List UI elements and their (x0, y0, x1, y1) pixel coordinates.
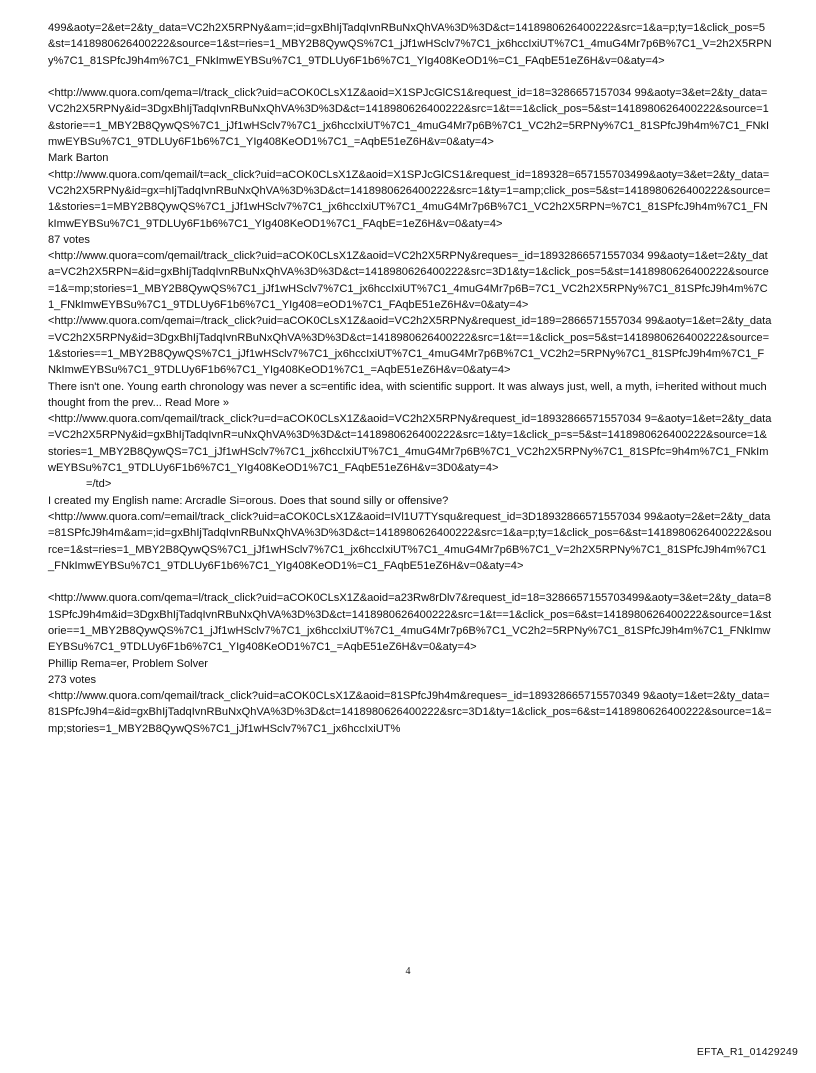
paragraph-link-8: <http://www.quora.com/qema=l/track_click?uid=aCOK0CLsX1Z&aoid=a23Rw8rDlv7&request_id=18=3286657155703499&aoty=3&et=2&ty_data=81SPfcJ9h4m&id=3DgxBhIjTadqIvnRBuNxQhVA%3D%3D&ct=1418980626400222&src=1&t==1&click_pos=6&st=1418980626400222&source=1&storie==1_MBY2B8QywQS%7C1_jJf1wHSclv7%7C1_jx6hccIxiUT%7C1_4muG4Mr7p6B%7C1_VC2h2=5RPNy%7C1_81SPfcJ9h4m%7C1_FNkImwEYBSu%7C1_9TDLUy6F1b6%7C1_YIg408KeOD1%7C1_=AqbE51eZ6H&v=0&aty=4> (48, 592, 772, 654)
blank-line (48, 69, 772, 85)
author-name: Mark Barton (48, 152, 109, 165)
answer-excerpt: There isn't one. Young earth chronology was never a sc=entific idea, with scientific support. It was always just, well, a myth, i=herited without much thought from the prev... Read More » (48, 380, 770, 409)
page-number: 4 (405, 966, 411, 977)
question-title: I created my English name: Arcradle Si=orous. Does that sound silly or offensive? (48, 494, 449, 507)
paragraph-link-1: 499&aoty=2&et=2&ty_data=VC2h2X5RPNy&am=;id=gxBhIjTadqIvnRBuNxQhVA%3D%3D&ct=1418980626400222&src=1&a=p;ty=1&click_pos=5&st=1418980626400222&source=1&st=ries=1_MBY2B8QywQS%7C1_jJf1wHSclv7%7C1_jx6hccIxiUT%7C1_4muG4Mr7p6B%7C1_V=2h2X5RPNy%7C1_81SPfcJ9h4m%7C1_FNkImwEYBSu%7C1_9TDLUy6F1b6%7C1_YIg408KeOD1%=C1_FAqbE51eZ6H&v=0&aty=4> (48, 22, 772, 67)
paragraph-link-3: <http://www.quora.com/qemail/t=ack_click?uid=aCOK0CLsX1Z&aoid=X1SPJcGlCS1&request_id=189328=657155703499&aoty=3&et=2&ty_data=VC2h2X5RPNy&id=gx=hIjTadqIvnRBuNxQhVA%3D%3D&ct=1418980626400222&src=1&ty=1=amp;click_pos=5&st=1418980626400222&source=1&stories=1=MBY2B8QywQS%7C1_jJf1wHSclv7%7C1_jx6hccIxiUT%7C1_4muG4Mr7p6B%7C1_VC2h2X5RPN=%7C1_81SPfcJ9h4m%7C1_FNkImwEYBSu%7C1_9TDLUy6F1b6%7C1_YIg408KeOD1%7C1_FAqbE=1eZ6H&v=0&aty=4> (48, 168, 771, 230)
author-name: Phillip Rema=er, Problem Solver (48, 657, 209, 670)
document-body (48, 20, 772, 737)
paragraph-link-6: <http://www.quora.com/qemail/track_click?u=d=aCOK0CLsX1Z&aoid=VC2h2X5RPNy&request_id=18932866571557034 9=&aoty=1&et=2&ty_data=VC2h2X5RPNy&id=gxBhIjTadqIvnR=uNxQhVA%3D%3D&ct=1418980626400222&src=1&ty=1&click_p=s=5&st=1418980626400222&source=1&stories=1_MBY2B8QywQS=7C1_jJf1wHSclv7%7C1_jx6hccIxiUT%7C1_4muG4Mr7p6B%7C1_VC2h2X5RPNy%7C1_81SPfc=9h4m%7C1_FNkImwEYBSu%7C1_9TDLUy6F1b6%7C1_YIg408KeOD1%7C1_FAqbE51eZ6H&v=3D0&aty=4> (48, 413, 772, 475)
document-id-footer: EFTA_R1_01429249 (696, 1046, 798, 1058)
paragraph-link-5: <http://www.quora.com/qemai=/track_click?uid=aCOK0CLsX1Z&aoid=VC2h2X5RPNy&request_id=189=2866571557034 99&aoty=1&et=2&ty_data=VC2h2X5RPNy&id=3DgxBhIjTadqIvnRBuNxQhVA%3D%3D&ct=1418980626400222&src=1&t==1&click_pos=5&st=1418980626400222&source=1&stories==1_MBY2B8QywQS%7C1_jJf1wHSclv7%7C1_jx6hccIxiUT%7C1_4muG4Mr7p6B%7C1_VC2h2=5RPNy%7C1_81SPfcJ9h4m%7C1_FNkImwEYBSu%7C1_9TDLUy6F1b6%7C1_YIg408KeOD1%7C1_=AqbE51eZ6H&v=0&aty=4> (48, 315, 772, 377)
vote-count: 87 votes (48, 233, 90, 246)
vote-count: 273 votes (48, 673, 97, 686)
blank-line (48, 574, 772, 590)
paragraph-link-4: <http://www.quora=com/qemail/track_click?uid=aCOK0CLsX1Z&aoid=VC2h2X5RPNy&reques=_id=18932866571557034 99&aoty=1&et=2&ty_data=VC2h2X5RPN=&id=gxBhIjTadqIvnRBuNxQhVA%3D%3D&ct=1418980626400222&src=3D1&ty=1&click_pos=5&st=1418980626400222&source=1&=mp;stories=1_MBY2B8QywQS%7C1_jJf1wHSclv7%7C1_jx6hccIxiUT%7C1_4muG4Mr7p6B=7C1_VC2h2X5RPNy%7C1_81SPfcJ9h4m%7C1_FNkImwEYBSu%7C1_9TDLUy6F1b6%7C1_YIg408=eOD1%7C1_FAqbE51eZ6H&v=0&aty=4> (48, 250, 769, 312)
paragraph-link-2: <http://www.quora.com/qema=l/track_click?uid=aCOK0CLsX1Z&aoid=X1SPJcGlCS1&request_id=18=3286657157034 99&aoty=3&et=2&ty_data=VC2h2X5RPNy&id=3DgxBhIjTadqIvnRBuNxQhVA%3D%3D&ct=1418980626400222&src=1&t==1&click_pos=5&st=1418980626400222&source=1&storie==1_MBY2B8QywQS%7C1_jJf1wHSclv7%7C1_jx6hccIxiUT%7C1_4muG4Mr7p6B%7C1_VC2h2=5RPNy%7C1_81SPfcJ9h4m%7C1_FNkImwEYBSu%7C1_9TDLUy6F1b6%7C1_YIg408KeOD1%7C1_=AqbE51eZ6H&v=0&aty=4> (48, 87, 770, 149)
paragraph-link-9: <http://www.quora.com/qemail/track_click?uid=aCOK0CLsX1Z&aoid=81SPfcJ9h4m&reques=_id=189328665715570349 9&aoty=1&et=2&ty_data=81SPfcJ9h4=&id=gxBhIjTadqIvnRBuNxQhVA%3D%3D&ct=1418980626400222&src=3D1&ty=1&click_pos=6&st=1418980626400222&source=1&=mp;stories=1_MBY2B8QywQS%7C1_jJf1wHSclv7%7C1_jx6hccIxiUT% (48, 690, 772, 735)
html-fragment: =/td> (86, 478, 112, 491)
paragraph-link-7: <http://www.quora.com/=email/track_click?uid=aCOK0CLsX1Z&aoid=IVl1U7TYsqu&request_id=3D18932866571557034 99&aoty=2&et=2&ty_data=81SPfcJ9h4m&am=;id=gxBhIjTadqIvnRBuNxQhVA%3D%3D&ct=1418980626400222&src=1&a=p;ty=1&click_pos=6&st=1418980626400222&source=1&st=ries=1_MBY2B8QywQS%7C1_jJf1wHSclv7%7C1_jx6hccIxiUT%7C1_4muG4Mr7p6B%7C1_V=2h2X5RPNy%7C1_81SPfcJ9h4m%7C1_FNkImwEYBSu%7C1_9TDLUy6F1b6%7C1_YIg408KeOD1%=C1_FAqbE51eZ6H&v=0&aty=4> (48, 510, 772, 572)
